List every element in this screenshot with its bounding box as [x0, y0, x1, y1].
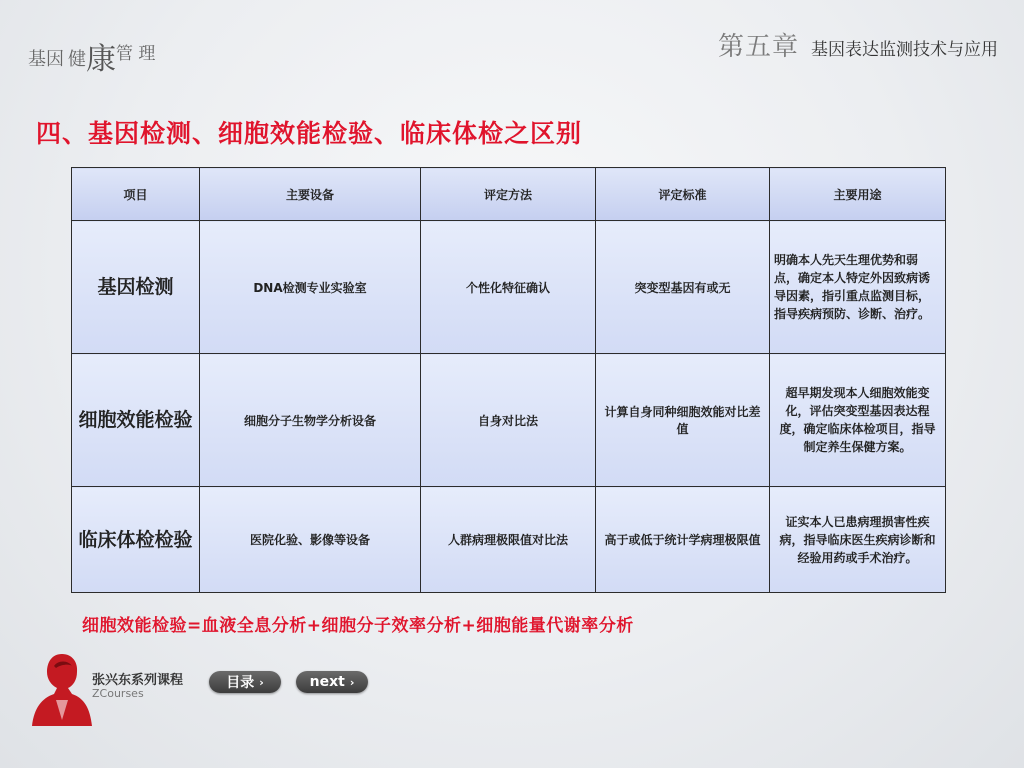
slide-title: 四、基因检测、细胞效能检验、临床体检之区别	[36, 119, 583, 148]
header-usage: 主要用途	[770, 168, 946, 221]
row-item: 基因检测	[72, 221, 200, 354]
brand-part-2: 健	[68, 49, 86, 70]
row-equipment: 医院化验、影像等设备	[200, 487, 421, 593]
header-method: 评定方法	[421, 168, 596, 221]
formula-text: 细胞效能检验=血液全息分析+细胞分子效率分析+细胞能量代谢率分析	[82, 616, 634, 636]
row-usage: 证实本人已患病理损害性疾病，指导临床医生疾病诊断和经验用药或手术治疗。	[770, 487, 946, 593]
table-header-row	[72, 168, 946, 221]
row-method: 个性化特征确认	[421, 221, 596, 354]
comparison-table	[71, 167, 946, 593]
row-item: 细胞效能检验	[72, 354, 200, 487]
row-standard: 高于或低于统计学病理极限值	[596, 487, 770, 593]
menu-button[interactable]	[209, 671, 281, 693]
author-portrait-icon	[32, 650, 92, 726]
brand-part-4: 管 理	[116, 44, 156, 64]
author-subtitle: ZCourses	[92, 687, 144, 700]
brand-part-3: 康	[86, 42, 116, 77]
table-row	[72, 487, 946, 593]
header-standard: 评定标准	[596, 168, 770, 221]
next-button-label: next	[309, 674, 345, 690]
brand-logo	[28, 30, 156, 77]
menu-button-label: 目录	[226, 675, 255, 691]
row-method: 人群病理极限值对比法	[421, 487, 596, 593]
chapter-header	[718, 26, 998, 63]
row-method: 自身对比法	[421, 354, 596, 487]
row-usage: 明确本人先天生理优势和弱点，确定本人特定外因致病诱导因素，指引重点监测目标，指导疾病预防、诊断、治疗。	[770, 221, 946, 354]
header-equipment: 主要设备	[200, 168, 421, 221]
chevron-right-icon: ›	[349, 675, 355, 689]
chapter-number: 第五章	[717, 32, 799, 62]
header-item: 项目	[72, 168, 200, 221]
chevron-right-icon: ›	[259, 675, 264, 689]
row-equipment: DNA检测专业实验室	[200, 221, 421, 354]
author-name: 张兴东系列课程	[92, 673, 184, 688]
brand-part-1: 基因	[28, 49, 64, 70]
row-item: 临床体检检验	[72, 487, 200, 593]
row-usage: 超早期发现本人细胞效能变化，评估突变型基因表达程度，确定临床体检项目，指导制定养生保健方案。	[770, 354, 946, 487]
row-standard: 突变型基因有或无	[596, 221, 770, 354]
table-row	[72, 221, 946, 354]
row-standard: 计算自身同种细胞效能对比差值	[596, 354, 770, 487]
row-equipment: 细胞分子生物学分析设备	[200, 354, 421, 487]
table-row	[72, 354, 946, 487]
chapter-title: 基因表达监测技术与应用	[811, 40, 998, 60]
next-button[interactable]	[296, 671, 368, 693]
